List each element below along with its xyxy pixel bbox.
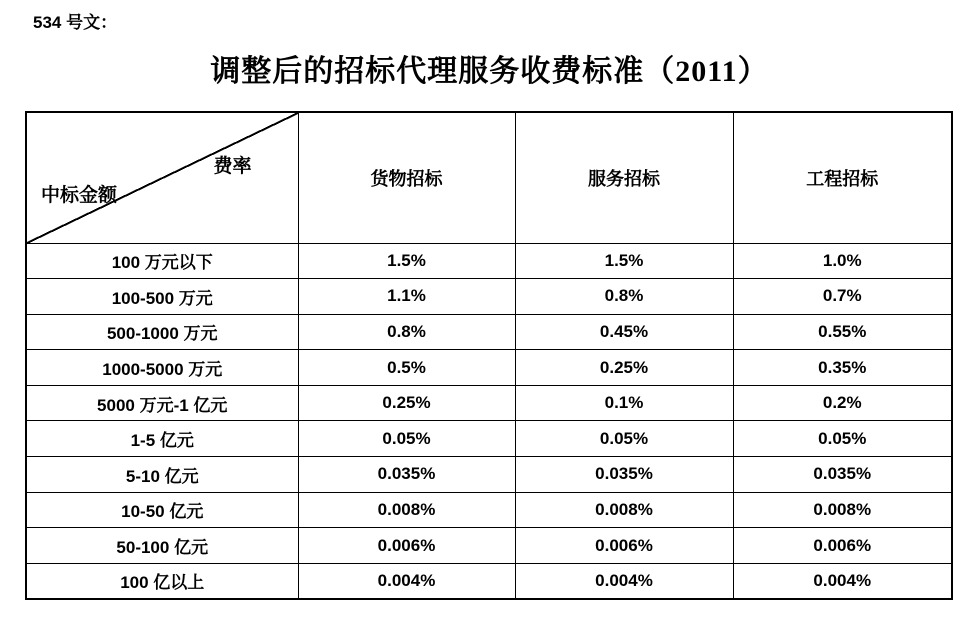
rate-cell: 0.035% xyxy=(733,457,952,493)
amount-cell: 100-500 万元 xyxy=(26,279,298,315)
amount-cell: 5-10 亿元 xyxy=(26,457,298,493)
rate-cell: 1.5% xyxy=(298,243,515,279)
rate-cell: 0.008% xyxy=(298,492,515,528)
rate-cell: 0.006% xyxy=(733,528,952,564)
rate-cell: 1.1% xyxy=(298,279,515,315)
document-title: 调整后的招标代理服务收费标准（2011） xyxy=(210,55,769,88)
rate-cell: 0.8% xyxy=(298,314,515,350)
doc-number-label: 534 号文： xyxy=(33,13,118,32)
rate-cell: 0.035% xyxy=(515,457,733,493)
rate-cell: 0.008% xyxy=(733,492,952,528)
corner-label-rate: 费率 xyxy=(213,156,252,177)
table-row xyxy=(26,314,952,350)
amount-cell: 1000-5000 万元 xyxy=(26,350,298,386)
fee-rate-table xyxy=(25,111,953,600)
corner-label-amount: 中标金额 xyxy=(41,185,118,206)
amount-cell: 5000 万元-1 亿元 xyxy=(26,385,298,421)
amount-cell: 50-100 亿元 xyxy=(26,528,298,564)
rate-cell: 0.25% xyxy=(515,350,733,386)
column-header-service: 服务招标 xyxy=(515,112,733,243)
rate-cell: 0.35% xyxy=(733,350,952,386)
corner-header-cell xyxy=(26,112,298,243)
rate-cell: 0.25% xyxy=(298,385,515,421)
header-row xyxy=(26,112,952,243)
rate-cell: 0.45% xyxy=(515,314,733,350)
column-header-engineering: 工程招标 xyxy=(733,112,952,243)
table-row xyxy=(26,457,952,493)
amount-cell: 100 亿以上 xyxy=(26,563,298,599)
rate-cell: 0.05% xyxy=(733,421,952,457)
rate-cell: 0.004% xyxy=(733,563,952,599)
rate-cell: 0.006% xyxy=(298,528,515,564)
amount-cell: 1-5 亿元 xyxy=(26,421,298,457)
table-row xyxy=(26,492,952,528)
amount-cell: 10-50 亿元 xyxy=(26,492,298,528)
rate-cell: 0.7% xyxy=(733,279,952,315)
rate-cell: 0.05% xyxy=(515,421,733,457)
amount-cell: 100 万元以下 xyxy=(26,243,298,279)
table-row xyxy=(26,421,952,457)
table-row xyxy=(26,350,952,386)
rate-cell: 1.0% xyxy=(733,243,952,279)
rate-cell: 0.004% xyxy=(515,563,733,599)
table-row xyxy=(26,563,952,599)
rate-cell: 0.5% xyxy=(298,350,515,386)
rate-cell: 0.006% xyxy=(515,528,733,564)
table-row xyxy=(26,385,952,421)
rate-cell: 0.004% xyxy=(298,563,515,599)
rate-cell: 0.1% xyxy=(515,385,733,421)
rate-cell: 1.5% xyxy=(515,243,733,279)
table-row xyxy=(26,243,952,279)
rate-cell: 0.035% xyxy=(298,457,515,493)
rate-cell: 0.008% xyxy=(515,492,733,528)
rate-cell: 0.05% xyxy=(298,421,515,457)
rate-cell: 0.55% xyxy=(733,314,952,350)
rate-cell: 0.8% xyxy=(515,279,733,315)
amount-cell: 500-1000 万元 xyxy=(26,314,298,350)
table-row xyxy=(26,528,952,564)
table-row xyxy=(26,279,952,315)
column-header-goods: 货物招标 xyxy=(298,112,515,243)
rate-cell: 0.2% xyxy=(733,385,952,421)
